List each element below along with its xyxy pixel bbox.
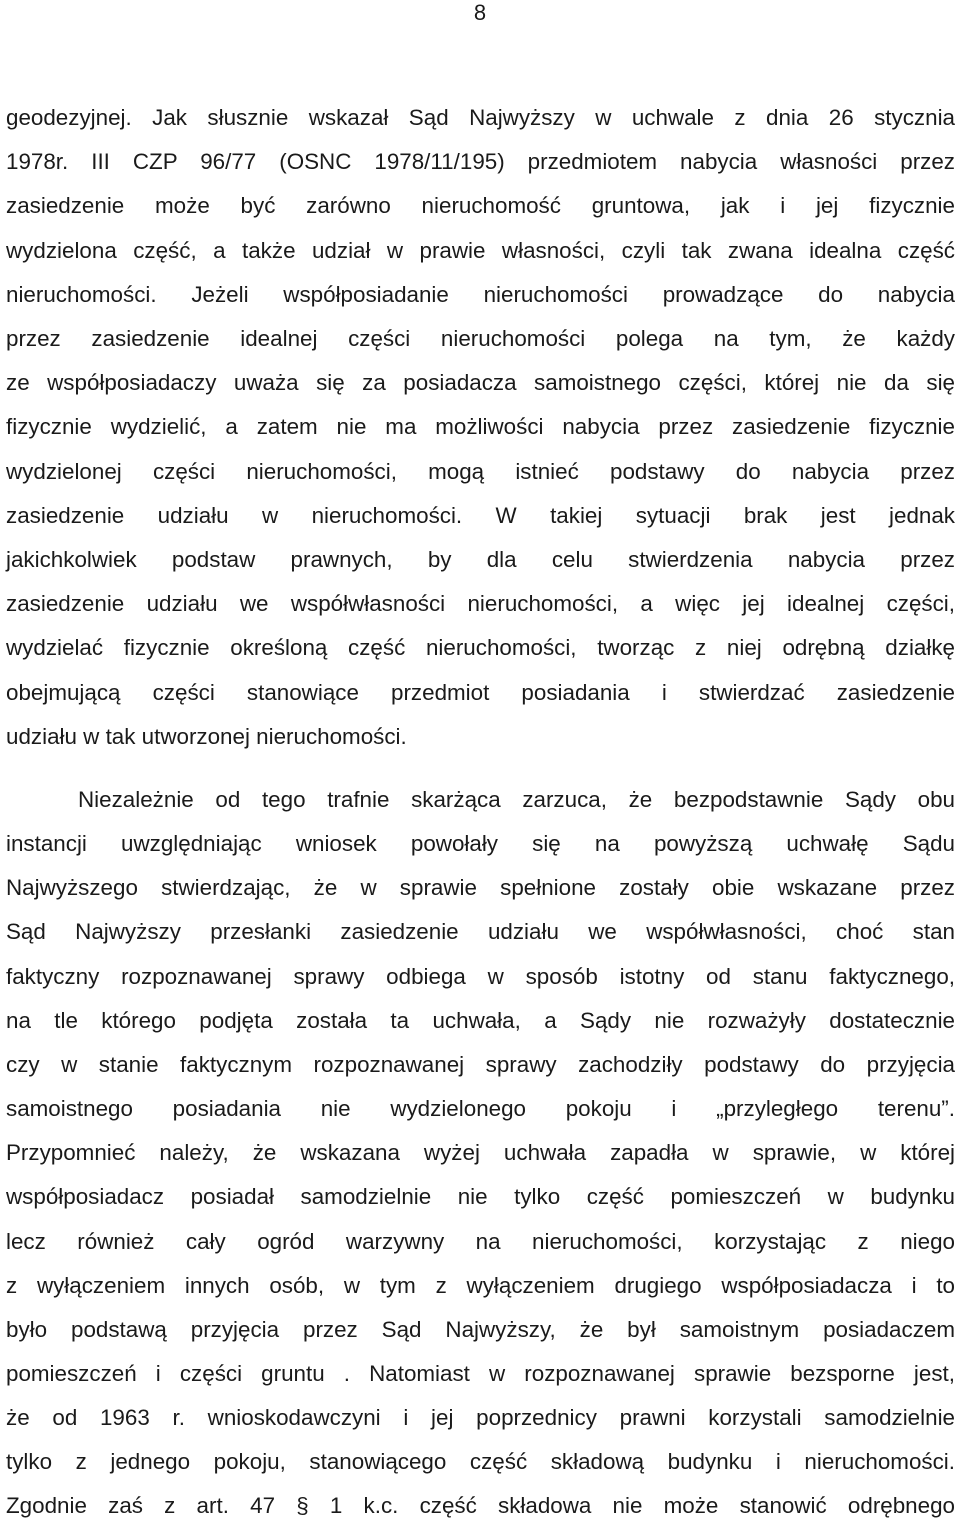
text-line: Najwyższego stwierdzając, że w sprawie spełnione zostały obie wskazane przez [6, 875, 955, 901]
page-number: 8 [473, 0, 487, 25]
text-line: Przypomnieć należy, że wskazana wyżej uchwała zapadła w sprawie, w której [6, 1140, 955, 1166]
text-line: z wyłączeniem innych osób, w tym z wyłączeniem drugiego współposiadacza i to [6, 1272, 955, 1298]
text-line: współposiadacz posiadał samodzielnie nie tylko część pomieszczeń w budynku [6, 1184, 955, 1210]
text-line: faktyczny rozpoznawanej sprawy odbiega w sposób istotny od stanu faktycznego, [6, 963, 955, 989]
text-line: wydzielać fizycznie określoną część nieruchomości, tworząc z niej odrębną działkę [6, 635, 955, 661]
text-line: wydzielonej części nieruchomości, mogą istnieć podstawy do nabycia przez [6, 458, 955, 484]
text-line: udziału w tak utworzonej nieruchomości. [6, 723, 407, 749]
text-line: instancji uwzględniając wniosek powołały się na powyższą uchwałę Sądu [6, 831, 955, 857]
text-line: lecz również cały ogród warzywny na nieruchomości, korzystając z niego [6, 1228, 955, 1254]
text-line: Sąd Najwyższy przesłanki zasiedzenie udziału we współwłasności, choć stan [6, 919, 955, 945]
text-line: na tle którego podjęta została ta uchwała, a Sądy nie rozważyły dostatecznie [6, 1007, 955, 1033]
text-line: nieruchomości. Jeżeli współposiadanie nieruchomości prowadzące do nabycia [6, 281, 955, 307]
text-line: wydzielona część, a także udział w prawie własności, czyli tak zwana idealna część [6, 237, 955, 263]
text-line: 1978r. III CZP 96/77 (OSNC 1978/11/195) przedmiotem nabycia własności przez [6, 149, 955, 175]
text-line: Zgodnie zaś z art. 47 § 1 k.c. część składowa nie może stanowić odrębnego [6, 1493, 955, 1519]
text-line: zasiedzenie udziału we współwłasności nieruchomości, a więc jej idealnej części, [6, 591, 955, 617]
text-line: było podstawą przyjęcia przez Sąd Najwyższy, że był samoistnym posiadaczem [6, 1316, 955, 1342]
text-line: pomieszczeń i części gruntu . Natomiast w rozpoznawanej sprawie bezsporne jest, [6, 1360, 955, 1386]
text-line: Niezależnie od tego trafnie skarżąca zarzuca, że bezpodstawnie Sądy obu [78, 787, 955, 812]
text-line: że od 1963 r. wnioskodawczyni i jej poprzednicy prawni korzystali samodzielnie [6, 1405, 955, 1431]
text-line: obejmującą części stanowiące przedmiot posiadania i stwierdzać zasiedzenie [6, 679, 955, 705]
text-line: przez zasiedzenie idealnej części nieruchomości polega na tym, że każdy [6, 326, 955, 351]
text-line: zasiedzenie może być zarówno nieruchomość gruntowa, jak i jej fizycznie [6, 193, 955, 219]
text-line: geodezyjnej. Jak słusznie wskazał Sąd Najwyższy w uchwale z dnia 26 stycznia [6, 105, 955, 130]
text-line: tylko z jednego pokoju, stanowiącego część składową budynku i nieruchomości. [6, 1449, 955, 1475]
text-line: fizycznie wydzielić, a zatem nie ma możliwości nabycia przez zasiedzenie fizycznie [6, 414, 955, 440]
text-line: ze współposiadaczy uważa się za posiadacza samoistnego części, której nie da się [6, 370, 955, 396]
text-line: samoistnego posiadania nie wydzielonego pokoju i „przyległego terenu”. [6, 1096, 955, 1122]
text-line: zasiedzenie udziału w nieruchomości. W takiej sytuacji brak jest jednak [6, 502, 955, 528]
text-line: jakichkolwiek podstaw prawnych, by dla celu stwierdzenia nabycia przez [6, 547, 955, 572]
text-line: czy w stanie faktycznym rozpoznawanej sprawy zachodziły podstawy do przyjęcia [6, 1051, 955, 1077]
